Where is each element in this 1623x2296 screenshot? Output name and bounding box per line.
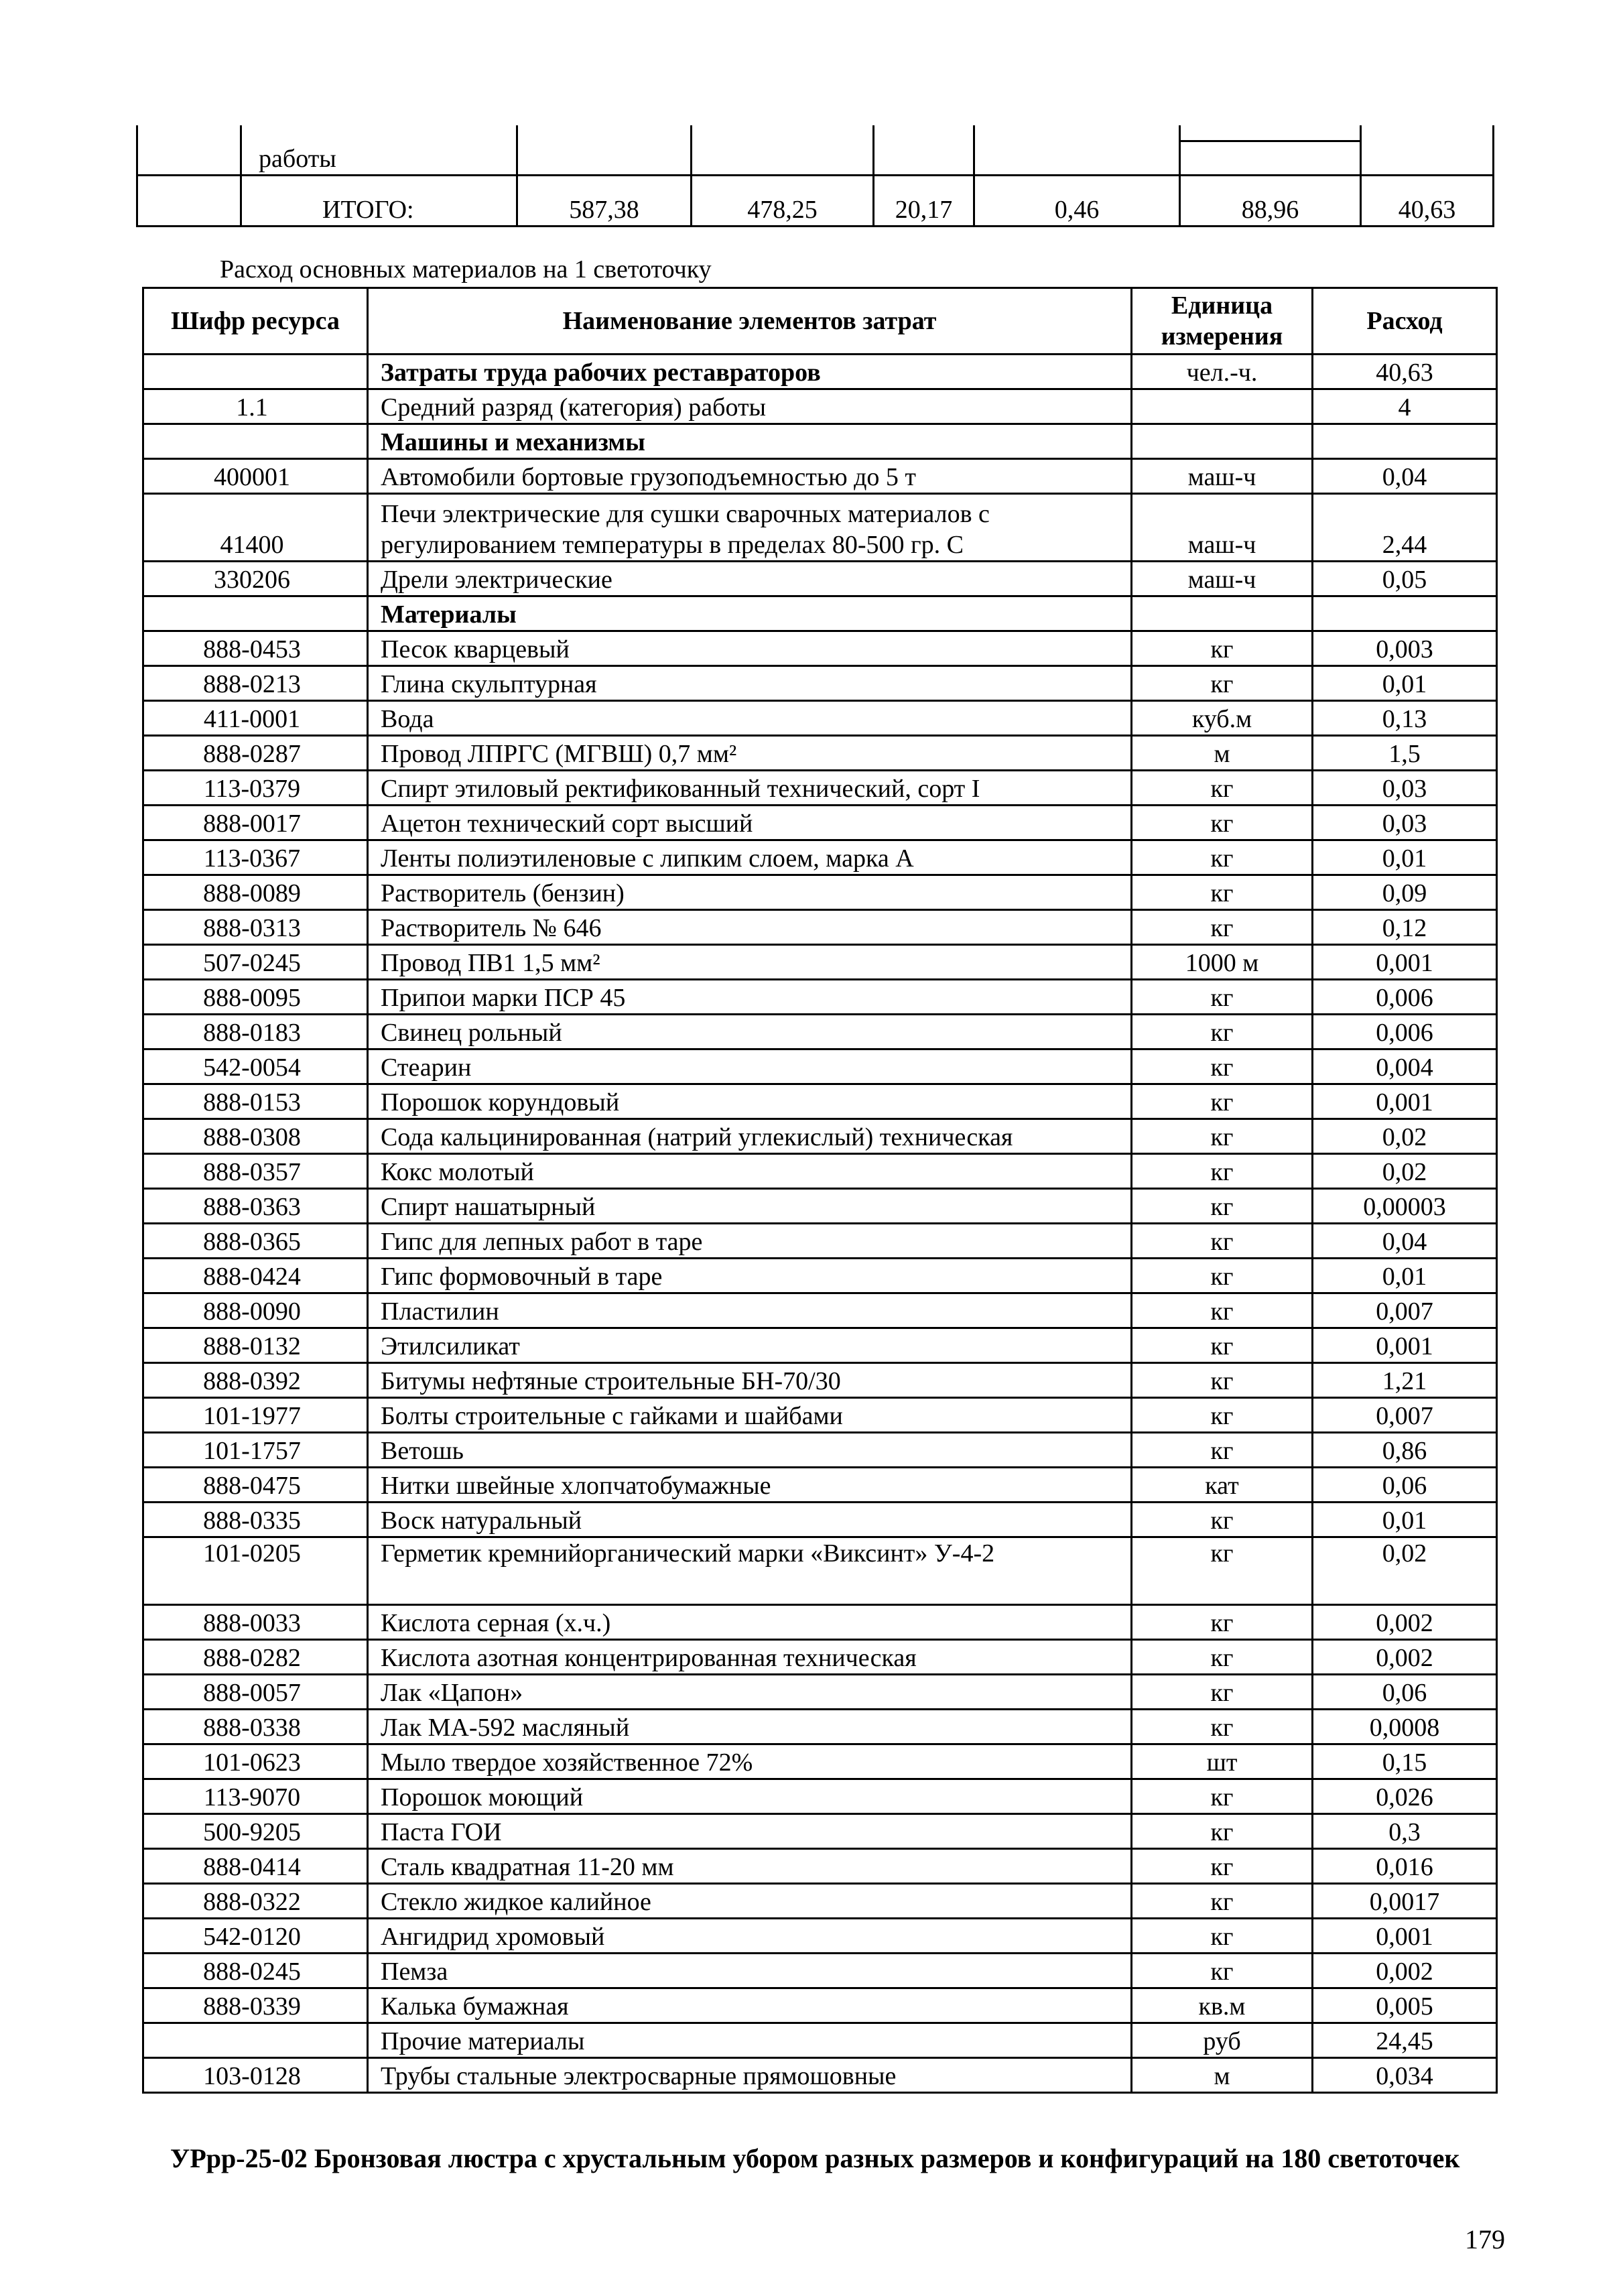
table-row <box>143 1433 1497 1468</box>
unit-cell: кг <box>1132 1398 1313 1433</box>
resource-code-cell <box>143 2023 368 2058</box>
cost-element-name-cell: Лак МА-592 масляный <box>368 1710 1132 1744</box>
summary-total-cell: 40,63 <box>1361 176 1494 227</box>
resource-code-cell: 888-0017 <box>143 806 368 840</box>
resource-code-cell: 113-0367 <box>143 840 368 875</box>
unit-cell: м <box>1132 736 1313 771</box>
amount-cell: 2,44 <box>1313 494 1497 562</box>
materials-header-row <box>143 288 1497 355</box>
resource-code-cell: 1.1 <box>143 389 368 424</box>
unit-cell: кг <box>1132 1328 1313 1363</box>
header-code: Шифр ресурса <box>143 288 368 355</box>
table-row <box>143 1119 1497 1154</box>
resource-code-cell: 888-0245 <box>143 1954 368 1988</box>
materials-body <box>143 355 1497 2093</box>
cost-element-name-cell: Сталь квадратная 11-20 мм <box>368 1849 1132 1884</box>
table-row <box>143 1988 1497 2023</box>
table-row <box>143 1710 1497 1744</box>
cost-element-name-cell: Автомобили бортовые грузоподъемностью до 5 т <box>368 459 1132 494</box>
unit-cell: кг <box>1132 980 1313 1015</box>
table-row <box>143 1919 1497 1954</box>
cost-element-name-cell: Растворитель (бензин) <box>368 875 1132 910</box>
summary-cell <box>1180 125 1361 176</box>
resource-code-cell: 888-0090 <box>143 1293 368 1328</box>
amount-cell: 0,002 <box>1313 1954 1497 1988</box>
summary-table <box>136 125 1494 227</box>
summary-row-works <box>137 125 1494 176</box>
table-row <box>143 1954 1497 1988</box>
table-row <box>143 596 1497 631</box>
amount-cell: 0,15 <box>1313 1744 1497 1779</box>
cost-element-name-cell: Паста ГОИ <box>368 1814 1132 1849</box>
unit-cell: кг <box>1132 1884 1313 1919</box>
unit-cell: кг <box>1132 1259 1313 1293</box>
cost-element-name-cell: Прочие материалы <box>368 2023 1132 2058</box>
resource-code-cell: 888-0335 <box>143 1503 368 1537</box>
cost-element-name-cell: Пемза <box>368 1954 1132 1988</box>
amount-cell <box>1313 596 1497 631</box>
cost-element-name-cell: Калька бумажная <box>368 1988 1132 2023</box>
resource-code-cell: 411-0001 <box>143 701 368 736</box>
cost-element-name-cell: Спирт нашатырный <box>368 1189 1132 1224</box>
summary-cell-empty <box>137 176 241 227</box>
table-row <box>143 424 1497 459</box>
amount-cell: 0,02 <box>1313 1154 1497 1189</box>
cost-element-name-cell: Ацетон технический сорт высший <box>368 806 1132 840</box>
amount-cell: 0,04 <box>1313 1224 1497 1259</box>
amount-cell: 0,02 <box>1313 1537 1497 1605</box>
cost-element-name-cell: Трубы стальные электросварные прямошовные <box>368 2058 1132 2093</box>
summary-cell <box>974 125 1180 176</box>
table-row <box>143 389 1497 424</box>
amount-cell: 0,00003 <box>1313 1189 1497 1224</box>
table-row <box>143 1259 1497 1293</box>
unit-cell: кг <box>1132 1849 1313 1884</box>
summary-total-cell: 478,25 <box>692 176 874 227</box>
unit-cell: кг <box>1132 910 1313 945</box>
amount-cell: 0,001 <box>1313 1919 1497 1954</box>
amount-cell: 1,5 <box>1313 736 1497 771</box>
unit-cell: руб <box>1132 2023 1313 2058</box>
table-row <box>143 1814 1497 1849</box>
resource-code-cell: 542-0054 <box>143 1049 368 1084</box>
table-row <box>143 806 1497 840</box>
unit-cell: кг <box>1132 1710 1313 1744</box>
cost-element-name-cell: Стеарин <box>368 1049 1132 1084</box>
amount-cell: 0,01 <box>1313 1503 1497 1537</box>
resource-code-cell: 101-1977 <box>143 1398 368 1433</box>
table-row <box>143 1363 1497 1398</box>
resource-code-cell <box>143 355 368 389</box>
resource-code-cell: 888-0089 <box>143 875 368 910</box>
resource-code-cell: 888-0453 <box>143 631 368 666</box>
unit-cell: маш-ч <box>1132 562 1313 596</box>
amount-cell: 0,001 <box>1313 1084 1497 1119</box>
unit-cell: кг <box>1132 1015 1313 1049</box>
unit-cell: чел.-ч. <box>1132 355 1313 389</box>
unit-cell: кг <box>1132 1293 1313 1328</box>
amount-cell: 0,001 <box>1313 945 1497 980</box>
amount-cell: 0,02 <box>1313 1119 1497 1154</box>
resource-code-cell: 113-0379 <box>143 771 368 806</box>
cost-element-name-cell: Болты строительные с гайками и шайбами <box>368 1398 1132 1433</box>
amount-cell: 0,01 <box>1313 666 1497 701</box>
amount-cell: 0,001 <box>1313 1328 1497 1363</box>
resource-code-cell: 888-0282 <box>143 1640 368 1675</box>
cost-element-name-cell: Средний разряд (категория) работы <box>368 389 1132 424</box>
resource-code-cell: 113-9070 <box>143 1779 368 1814</box>
cost-element-name-cell: Мыло твердое хозяйственное 72% <box>368 1744 1132 1779</box>
unit-cell: кг <box>1132 1503 1313 1537</box>
cost-element-name-cell: Ветошь <box>368 1433 1132 1468</box>
cost-element-name-cell: Нитки швейные хлопчатобумажные <box>368 1468 1132 1503</box>
cost-element-name-cell: Затраты труда рабочих реставраторов <box>368 355 1132 389</box>
amount-cell: 0,86 <box>1313 1433 1497 1468</box>
amount-cell: 0,01 <box>1313 1259 1497 1293</box>
table-row <box>143 980 1497 1015</box>
cost-element-name-cell: Печи электрические для сушки сварочных материалов с регулированием температуры в пределах 80-500 гр. С <box>368 494 1132 562</box>
amount-cell: 0,0017 <box>1313 1884 1497 1919</box>
amount-cell: 0,002 <box>1313 1640 1497 1675</box>
table-row <box>143 355 1497 389</box>
table-row <box>143 1154 1497 1189</box>
resource-code-cell <box>143 596 368 631</box>
table-row <box>143 1049 1497 1084</box>
unit-cell: маш-ч <box>1132 459 1313 494</box>
table-row <box>143 736 1497 771</box>
amount-cell: 0,03 <box>1313 806 1497 840</box>
unit-cell: кг <box>1132 1119 1313 1154</box>
cost-element-name-cell: Свинец рольный <box>368 1015 1132 1049</box>
unit-cell: кг <box>1132 1814 1313 1849</box>
unit-cell: кат <box>1132 1468 1313 1503</box>
cost-element-name-cell: Воск натуральный <box>368 1503 1132 1537</box>
cost-element-name-cell: Ленты полиэтиленовые с липким слоем, марка А <box>368 840 1132 875</box>
unit-cell: кг <box>1132 1779 1313 1814</box>
resource-code-cell: 888-0322 <box>143 1884 368 1919</box>
summary-cell <box>874 125 974 176</box>
table-row <box>143 1605 1497 1640</box>
cost-element-name-cell: Провод ПВ1 1,5 мм² <box>368 945 1132 980</box>
table-row <box>143 1744 1497 1779</box>
table-row <box>143 945 1497 980</box>
header-unit: Единица измерения <box>1132 288 1313 355</box>
resource-code-cell: 888-0132 <box>143 1328 368 1363</box>
amount-cell: 0,05 <box>1313 562 1497 596</box>
table-row <box>143 631 1497 666</box>
resource-code-cell <box>143 424 368 459</box>
resource-code-cell: 888-0339 <box>143 1988 368 2023</box>
table-row <box>143 1015 1497 1049</box>
table-row <box>143 1675 1497 1710</box>
table-row <box>143 1779 1497 1814</box>
cost-element-name-cell: Герметик кремнийорганический марки «Виксинт» У-4-2 <box>368 1537 1132 1605</box>
amount-cell: 0,003 <box>1313 631 1497 666</box>
table-row <box>143 771 1497 806</box>
unit-cell: кг <box>1132 1049 1313 1084</box>
amount-cell: 24,45 <box>1313 2023 1497 2058</box>
cost-element-name-cell: Провод ЛПРГС (МГВШ) 0,7 мм² <box>368 736 1132 771</box>
unit-cell: кг <box>1132 1189 1313 1224</box>
amount-cell: 40,63 <box>1313 355 1497 389</box>
cost-element-name-cell: Вода <box>368 701 1132 736</box>
amount-cell: 0,03 <box>1313 771 1497 806</box>
unit-cell: м <box>1132 2058 1313 2093</box>
resource-code-cell: 888-0414 <box>143 1849 368 1884</box>
amount-cell: 0,007 <box>1313 1398 1497 1433</box>
unit-cell: кг <box>1132 1537 1313 1605</box>
summary-row-total <box>137 176 1494 227</box>
table-row <box>143 875 1497 910</box>
resource-code-cell: 103-0128 <box>143 2058 368 2093</box>
amount-cell: 0,3 <box>1313 1814 1497 1849</box>
cost-element-name-cell: Дрели электрические <box>368 562 1132 596</box>
unit-cell: кг <box>1132 1433 1313 1468</box>
materials-table <box>142 287 1498 2094</box>
amount-cell: 0,004 <box>1313 1049 1497 1084</box>
resource-code-cell: 101-1757 <box>143 1433 368 1468</box>
table-row <box>143 1640 1497 1675</box>
resource-code-cell: 888-0363 <box>143 1189 368 1224</box>
cost-element-name-cell: Припои марки ПСР 45 <box>368 980 1132 1015</box>
cost-element-name-cell: Спирт этиловый ректификованный технический, сорт I <box>368 771 1132 806</box>
resource-code-cell: 330206 <box>143 562 368 596</box>
unit-cell: маш-ч <box>1132 494 1313 562</box>
amount-cell: 0,01 <box>1313 840 1497 875</box>
unit-cell: кг <box>1132 1154 1313 1189</box>
resource-code-cell: 888-0392 <box>143 1363 368 1398</box>
table-caption: Расход основных материалов на 1 светоточку <box>220 255 712 283</box>
header-name: Наименование элементов затрат <box>368 288 1132 355</box>
table-row <box>143 840 1497 875</box>
resource-code-cell: 888-0095 <box>143 980 368 1015</box>
summary-total-cell: 587,38 <box>517 176 692 227</box>
table-row <box>143 2058 1497 2093</box>
table-row <box>143 1849 1497 1884</box>
table-row <box>143 1398 1497 1433</box>
table-row <box>143 666 1497 701</box>
summary-total-cell: 88,96 <box>1180 176 1361 227</box>
summary-cell <box>692 125 874 176</box>
unit-cell: кг <box>1132 1675 1313 1710</box>
unit-cell: кг <box>1132 1084 1313 1119</box>
header-amount: Расход <box>1313 288 1497 355</box>
amount-cell: 0,007 <box>1313 1293 1497 1328</box>
unit-cell <box>1132 596 1313 631</box>
unit-cell: кг <box>1132 666 1313 701</box>
summary-cell <box>517 125 692 176</box>
table-row <box>143 1468 1497 1503</box>
resource-code-cell: 542-0120 <box>143 1919 368 1954</box>
table-row <box>143 701 1497 736</box>
cost-element-name-cell: Песок кварцевый <box>368 631 1132 666</box>
amount-cell: 0,006 <box>1313 980 1497 1015</box>
table-row <box>143 1884 1497 1919</box>
amount-cell: 0,06 <box>1313 1468 1497 1503</box>
resource-code-cell: 888-0153 <box>143 1084 368 1119</box>
amount-cell: 0,034 <box>1313 2058 1497 2093</box>
unit-cell: кг <box>1132 1640 1313 1675</box>
resource-code-cell: 888-0313 <box>143 910 368 945</box>
summary-total-cell: 20,17 <box>874 176 974 227</box>
cost-element-name-cell: Гипс для лепных работ в таре <box>368 1224 1132 1259</box>
unit-cell: кг <box>1132 1919 1313 1954</box>
table-row <box>143 2023 1497 2058</box>
unit-cell: кг <box>1132 806 1313 840</box>
resource-code-cell: 888-0338 <box>143 1710 368 1744</box>
resource-code-cell: 888-0357 <box>143 1154 368 1189</box>
summary-cell <box>1361 125 1494 176</box>
summary-total-cell: 0,46 <box>974 176 1180 227</box>
resource-code-cell: 41400 <box>143 494 368 562</box>
table-row <box>143 459 1497 494</box>
cost-element-name-cell: Стекло жидкое калийное <box>368 1884 1132 1919</box>
unit-cell: кг <box>1132 771 1313 806</box>
unit-cell: кг <box>1132 1224 1313 1259</box>
summary-total-label: ИТОГО: <box>241 176 517 227</box>
amount-cell: 1,21 <box>1313 1363 1497 1398</box>
resource-code-cell: 888-0213 <box>143 666 368 701</box>
unit-cell: кг <box>1132 840 1313 875</box>
cost-element-name-cell: Растворитель № 646 <box>368 910 1132 945</box>
unit-cell: шт <box>1132 1744 1313 1779</box>
amount-cell: 0,005 <box>1313 1988 1497 2023</box>
table-row <box>143 1328 1497 1363</box>
cost-element-name-cell: Порошок моющий <box>368 1779 1132 1814</box>
resource-code-cell: 101-0623 <box>143 1744 368 1779</box>
amount-cell: 4 <box>1313 389 1497 424</box>
resource-code-cell: 888-0308 <box>143 1119 368 1154</box>
resource-code-cell: 101-0205 <box>143 1537 368 1605</box>
unit-cell: кв.м <box>1132 1988 1313 2023</box>
amount-cell: 0,026 <box>1313 1779 1497 1814</box>
cost-element-name-cell: Кислота азотная концентрированная техническая <box>368 1640 1132 1675</box>
unit-cell: кг <box>1132 1954 1313 1988</box>
amount-cell: 0,002 <box>1313 1605 1497 1640</box>
amount-cell: 0,04 <box>1313 459 1497 494</box>
cost-element-name-cell: Кокс молотый <box>368 1154 1132 1189</box>
unit-cell: кг <box>1132 631 1313 666</box>
resource-code-cell: 888-0057 <box>143 1675 368 1710</box>
amount-cell: 0,0008 <box>1313 1710 1497 1744</box>
page-number: 179 <box>1465 2224 1505 2254</box>
unit-cell <box>1132 424 1313 459</box>
resource-code-cell: 888-0475 <box>143 1468 368 1503</box>
unit-cell: кг <box>1132 875 1313 910</box>
table-row <box>143 1189 1497 1224</box>
cost-element-name-cell: Пластилин <box>368 1293 1132 1328</box>
resource-code-cell: 500-9205 <box>143 1814 368 1849</box>
cost-element-name-cell: Гипс формовочный в таре <box>368 1259 1132 1293</box>
cost-element-name-cell: Кислота серная (х.ч.) <box>368 1605 1132 1640</box>
cost-element-name-cell: Глина скульптурная <box>368 666 1132 701</box>
section-title: УРрр-25-02 Бронзовая люстра с хрустальным убором разных размеров и конфигураций на 180 светоточек <box>170 2143 1460 2173</box>
unit-cell <box>1132 389 1313 424</box>
amount-cell: 0,12 <box>1313 910 1497 945</box>
cost-element-name-cell: Порошок корундовый <box>368 1084 1132 1119</box>
unit-cell: кг <box>1132 1363 1313 1398</box>
resource-code-cell: 888-0365 <box>143 1224 368 1259</box>
table-row <box>143 910 1497 945</box>
table-row <box>143 494 1497 562</box>
cost-element-name-cell: Лак «Цапон» <box>368 1675 1132 1710</box>
table-row <box>143 1537 1497 1605</box>
summary-cell-empty <box>137 125 241 176</box>
resource-code-cell: 888-0287 <box>143 736 368 771</box>
resource-code-cell: 888-0424 <box>143 1259 368 1293</box>
table-row <box>143 562 1497 596</box>
cost-element-name-cell: Материалы <box>368 596 1132 631</box>
table-row <box>143 1293 1497 1328</box>
unit-cell: 1000 м <box>1132 945 1313 980</box>
resource-code-cell: 400001 <box>143 459 368 494</box>
cost-element-name-cell: Машины и механизмы <box>368 424 1132 459</box>
summary-row-label: работы <box>241 125 517 176</box>
resource-code-cell: 888-0183 <box>143 1015 368 1049</box>
table-row <box>143 1503 1497 1537</box>
resource-code-cell: 507-0245 <box>143 945 368 980</box>
cost-element-name-cell: Этилсиликат <box>368 1328 1132 1363</box>
cost-element-name-cell: Ангидрид хромовый <box>368 1919 1132 1954</box>
table-row <box>143 1224 1497 1259</box>
resource-code-cell: 888-0033 <box>143 1605 368 1640</box>
unit-cell: куб.м <box>1132 701 1313 736</box>
amount-cell <box>1313 424 1497 459</box>
unit-cell: кг <box>1132 1605 1313 1640</box>
table-row <box>143 1084 1497 1119</box>
amount-cell: 0,06 <box>1313 1675 1497 1710</box>
amount-cell: 0,006 <box>1313 1015 1497 1049</box>
amount-cell: 0,13 <box>1313 701 1497 736</box>
amount-cell: 0,016 <box>1313 1849 1497 1884</box>
amount-cell: 0,09 <box>1313 875 1497 910</box>
cost-element-name-cell: Битумы нефтяные строительные БН-70/30 <box>368 1363 1132 1398</box>
cost-element-name-cell: Сода кальцинированная (натрий углекислый) техническая <box>368 1119 1132 1154</box>
